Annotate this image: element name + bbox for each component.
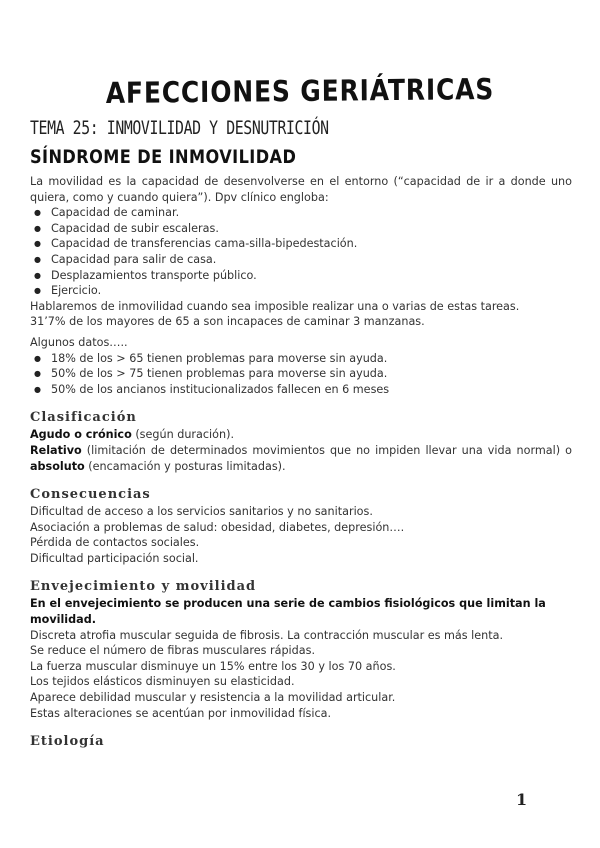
list-item: ● Desplazamientos transporte público. [30,268,572,284]
bold-term: Relativo [30,443,82,457]
list-item: ● Capacidad de transferencias cama-silla-bipedestación. [30,236,572,252]
page-number: 1 [516,790,528,809]
consecuencias-line: Dificultad de acceso a los servicios sanitarios y no sanitarios. [30,505,373,519]
envejecimiento-heading: Envejecimiento y movilidad [30,579,257,595]
intro-paragraph: La movilidad es la capacidad de desenvolverse en el entorno (“capacidad de ir a donde uno quiera, como y cuando quiera”). Dpv clínico engloba: [30,175,572,204]
list-item: ● 50% de los > 75 tienen problemas para moverse sin ayuda. [30,366,572,382]
list-item: ● Capacidad para salir de casa. [30,252,572,268]
document-body [30,174,572,751]
clasificacion-heading: Clasificación [30,410,137,426]
text-span: (según duración). [131,428,234,442]
bold-term: absoluto [30,459,85,473]
envejecimiento-line: Aparece debilidad muscular y resistencia a la movilidad articular. [30,691,396,705]
list-item: ● Capacidad de subir escaleras. [30,221,572,237]
envejecimiento-line: Los tejidos elásticos disminuyen su elasticidad. [30,675,295,689]
text-span: (encamación y posturas limitadas). [84,459,286,473]
envejecimiento-line: Discreta atrofia muscular seguida de fibrosis. La contracción muscular es más lenta. [30,628,504,642]
datos-label: Algunos datos….. [30,335,128,349]
topic-heading: TEMA 25: INMOVILIDAD Y DESNUTRICIÓN [30,117,329,139]
clasificacion-line [30,427,572,443]
envejecimiento-line: Se reduce el número de fibras musculares rápidas. [30,644,316,658]
list-item: ● Capacidad de caminar. [30,205,572,221]
mobility-list [30,205,572,299]
list-item: ● Ejercicio. [30,283,572,299]
document-title: AFECCIONES GERIÁTRICAS [105,72,495,110]
bold-lead: En el envejecimiento se producen una serie de cambios fisiológicos que limitan la movilidad. [30,597,546,627]
intro-line: 31’7% de los mayores de 65 a son incapaces de caminar 3 manzanas. [30,315,425,329]
datos-list [30,351,572,398]
list-item: ● 18% de los > 65 tienen problemas para moverse sin ayuda. [30,351,572,367]
consecuencias-heading: Consecuencias [30,487,151,503]
list-item: ● 50% de los ancianos institucionalizados fallecen en 6 meses [30,382,572,398]
text-span: (limitación de determinados movimientos que no impiden llevar una vida normal) o [81,443,572,457]
consecuencias-line: Dificultad participación social. [30,551,199,565]
bold-term: Agudo o crónico [30,428,132,442]
envejecimiento-line: Estas alteraciones se acentúan por inmovilidad física. [30,706,332,720]
envejecimiento-lead [30,596,572,627]
etiologia-heading: Etiología [30,734,105,750]
section-title: SÍNDROME DE INMOVILIDAD [30,146,297,168]
clasificacion-line [30,443,572,474]
envejecimiento-line: La fuerza muscular disminuye un 15% entre los 30 y los 70 años. [30,659,396,673]
consecuencias-line: Asociación a problemas de salud: obesidad, diabetes, depresión…. [30,520,405,534]
intro-line: Hablaremos de inmovilidad cuando sea imposible realizar una o varias de estas tareas. [30,299,520,313]
consecuencias-line: Pérdida de contactos sociales. [30,536,200,550]
